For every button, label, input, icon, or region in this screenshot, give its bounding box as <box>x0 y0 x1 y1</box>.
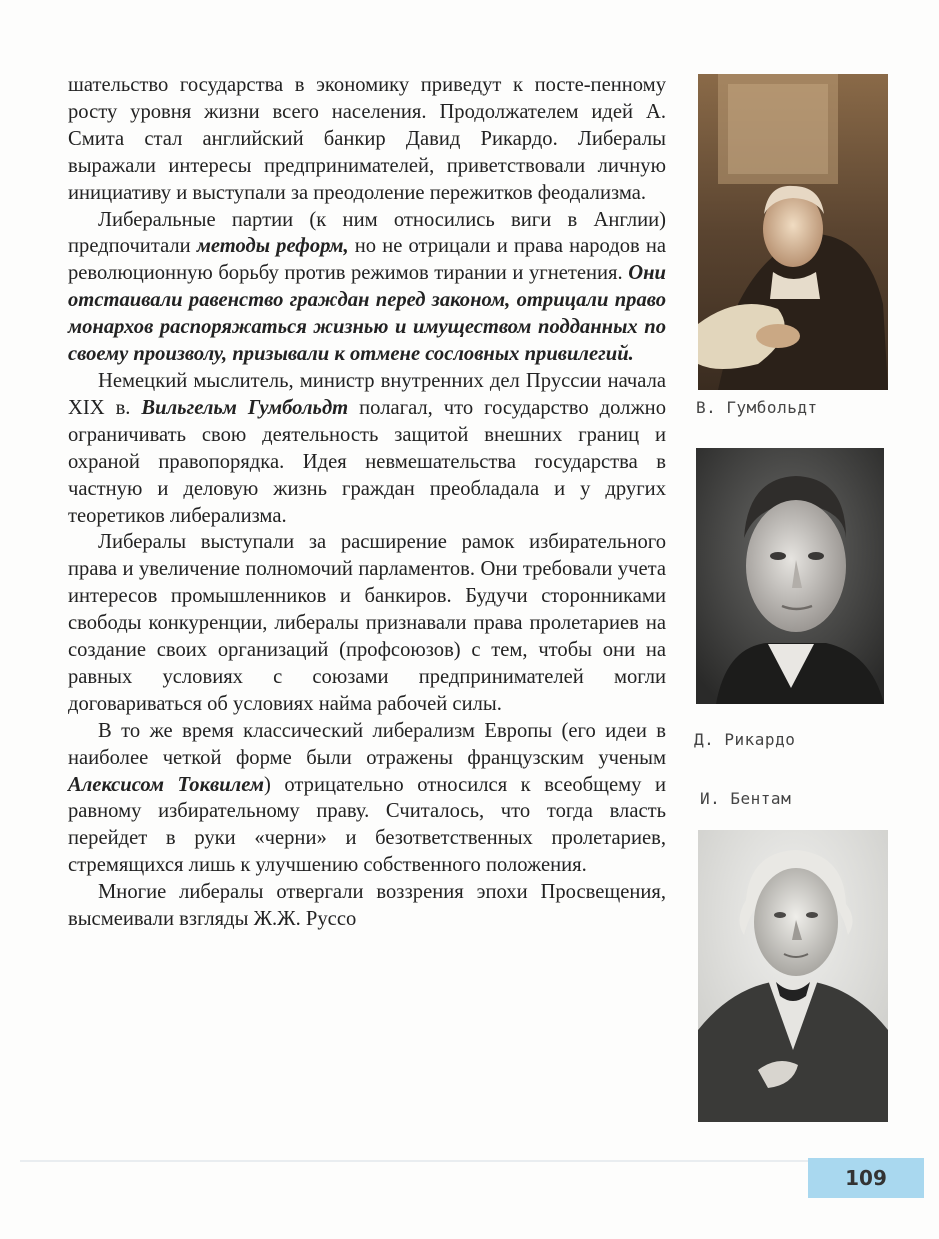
paragraph <box>68 718 666 879</box>
paragraph-text: полагал, что государство должно ограничивать свою деятельность защитой внешних границ и охраной правопорядка. Идея невмешательства государства в частную и деловую жизнь граждан преобладала и у других теоретиков либерализма. <box>68 396 666 527</box>
paragraph-text: В то же время классический либерализм Европы (его идеи в наиболее четкой форме были отражены французским ученым <box>68 719 666 769</box>
caption-ricardo: Д. Рикардо <box>694 730 796 749</box>
caption-humboldt: В. Гумбольдт <box>696 398 818 417</box>
page-number: 109 <box>808 1158 924 1198</box>
paragraph-text: Немецкий мыслитель, министр внутренних дел Пруссии начала XIX в. <box>68 369 666 419</box>
portrait-ricardo <box>696 448 884 704</box>
paragraph <box>68 72 666 207</box>
paragraph <box>68 529 666 717</box>
paragraph-text: шательство государства в экономику приведут к посте-пенному росту уровня жизни всего населения. Продолжателем идей А. Смита стал английский банкир Давид Рикардо. Либералы выражали интересы предпринимателей, приветствовали личную инициативу и выступали за преодоление пережитков феодализма. <box>68 74 666 204</box>
paragraph-text: но не отрицали и права народов на революционную борьбу против режимов тирании и угнетения. <box>68 235 666 285</box>
paragraph-text: Либеральные партии (к ним относились виги в Англии) предпочитали <box>68 208 666 258</box>
body-text <box>68 72 666 933</box>
paragraph <box>68 368 666 529</box>
emphasis-text: методы реформ, <box>196 235 349 258</box>
emphasis-text: Алексисом Токвилем <box>68 773 264 796</box>
emphasis-text: Они отстаивали равенство граждан перед законом, отрицали право монархов распоряжаться жизнью и имуществом подданных по своему произволу, призывали к отмене сословных привилегий. <box>68 262 666 366</box>
paragraph <box>68 207 666 368</box>
emphasis-text: Вильгельм Гумбольдт <box>141 396 349 419</box>
portrait-bentham <box>698 830 888 1122</box>
caption-bentham: И. Бентам <box>700 789 792 808</box>
portrait-humboldt <box>698 74 888 390</box>
paragraph <box>68 879 666 933</box>
portrait-humboldt-image <box>698 74 888 390</box>
portrait-bentham-image <box>698 830 888 1122</box>
paragraph-text: Либералы выступали за расширение рамок избирательного права и увеличение полномочий парламентов. Они требовали учета интересов промышленников и банкиров. Будучи сторонниками свободы конкуренции, либералы признавали права пролетариев на создание своих организаций (профсоюзов) с тем, чтобы они на равных условиях с союзами предпринимателей могли договариваться об условиях найма рабочей силы. <box>68 531 666 715</box>
portrait-ricardo-image <box>696 448 884 704</box>
paragraph-text: ) отрицательно относился к всеобщему и равному избирательному праву. Считалось, что тогда власть перейдет в руки «черни» и безответственных пролетариев, стремящихся лишь к улучшению собственного положения. <box>68 773 666 877</box>
paragraph-text: Многие либералы отвергали воззрения эпохи Просвещения, высмеивали взгляды Ж.Ж. Руссо <box>68 881 666 931</box>
footer-divider <box>20 1160 810 1162</box>
